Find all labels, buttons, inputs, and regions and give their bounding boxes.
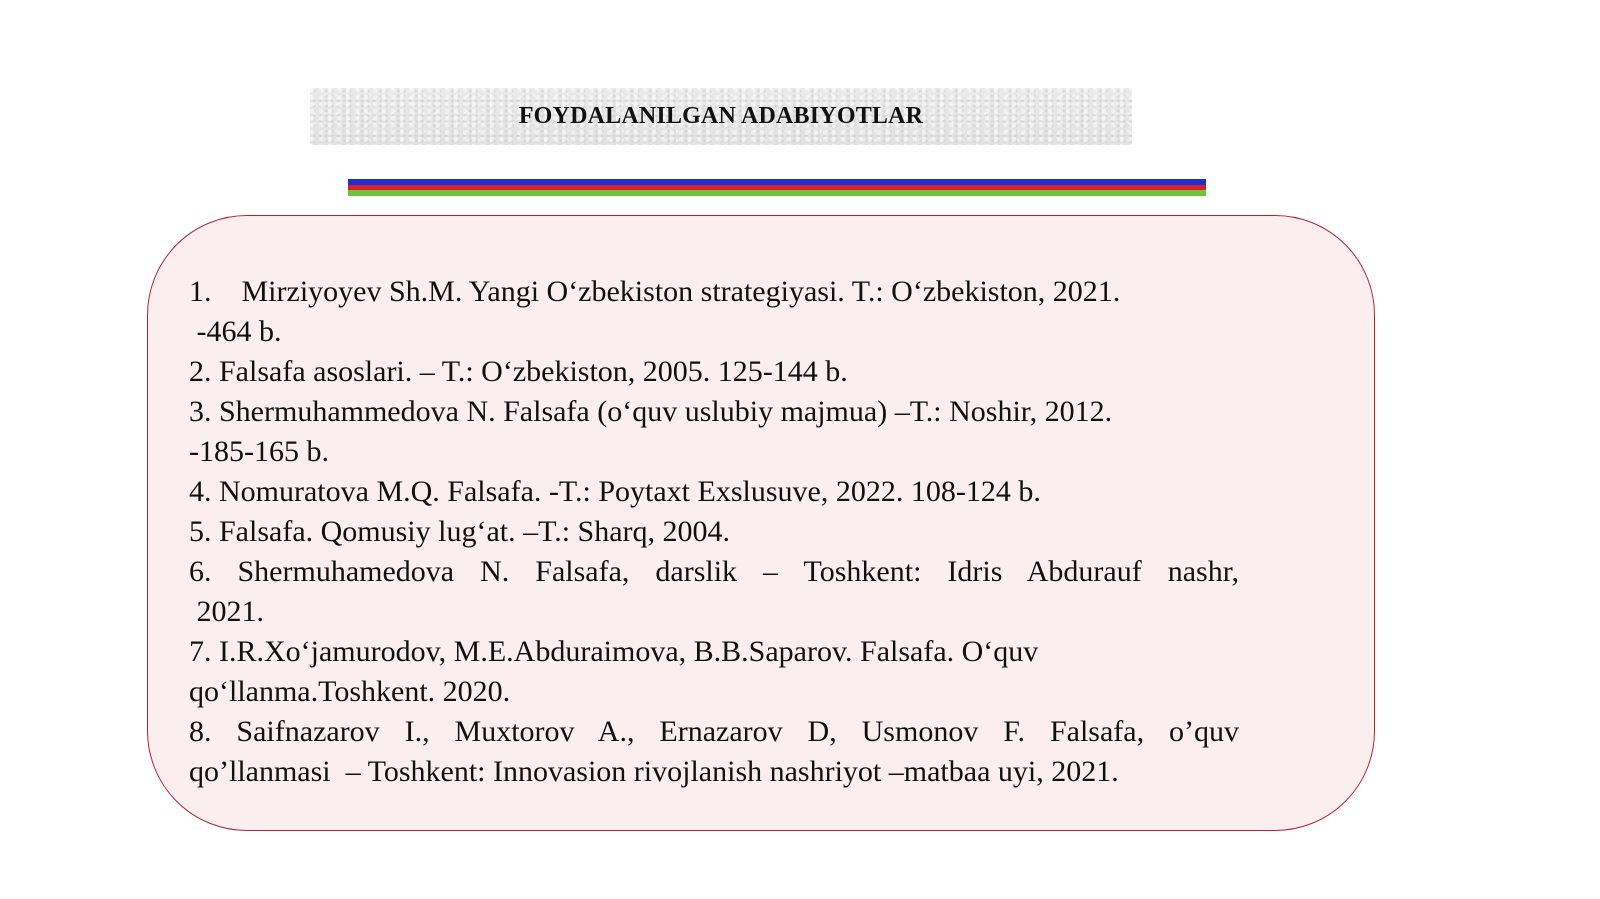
reference-line: qo’llanmasi – Toshkent: Innovasion rivojlanish nashriyot –matbaa uyi, 2021. [189, 755, 1119, 788]
reference-line: 2021. [189, 595, 264, 628]
flag-stripe-green [348, 190, 1206, 196]
reference-item-8 [189, 712, 1239, 792]
reference-line: -185-165 b. [189, 435, 329, 468]
reference-item-7 [189, 632, 1239, 712]
reference-line: -464 b. [189, 315, 282, 348]
slide-title: FOYDALANILGAN ADABIYOTLAR [518, 103, 924, 129]
reference-item-5 [189, 512, 1239, 552]
reference-line: 3. Shermuhammedova N. Falsafa (o‘quv uslubiy majmua) –T.: Noshir, 2012. [189, 395, 1113, 428]
reference-line: 5. Falsafa. Qomusiy lug‘at. –T.: Sharq, 2004. [189, 515, 731, 548]
reference-item-4 [189, 472, 1239, 512]
reference-item-6 [189, 552, 1239, 632]
reference-line: 8. Saifnazarov I., Muxtorov A., Ernazarov D, Usmonov F. Falsafa, o’quv [189, 715, 1239, 748]
reference-line: qo‘llanma.Toshkent. 2020. [189, 675, 511, 708]
reference-item-2 [189, 352, 1239, 392]
flag-color-bar [348, 179, 1206, 196]
reference-line: 2. Falsafa asoslari. – T.: O‘zbekiston, 2005. 125-144 b. [189, 355, 848, 388]
reference-list [189, 272, 1239, 792]
reference-item-1 [189, 272, 1239, 352]
reference-line: 7. I.R.Xo‘jamurodov, M.E.Abduraimova, B.B.Saparov. Falsafa. O‘quv [189, 635, 1039, 668]
reference-line: 6. Shermuhamedova N. Falsafa, darslik – Toshkent: Idris Abdurauf nashr, [189, 555, 1239, 588]
reference-line: 4. Nomuratova M.Q. Falsafa. -T.: Poytaxt Exslusuve, 2022. 108-124 b. [189, 475, 1041, 508]
reference-line: 1. Mirziyoyev Sh.M. Yangi O‘zbekiston strategiyasi. T.: O‘zbekiston, 2021. [189, 275, 1121, 308]
title-banner [310, 88, 1132, 145]
reference-item-3 [189, 392, 1239, 472]
